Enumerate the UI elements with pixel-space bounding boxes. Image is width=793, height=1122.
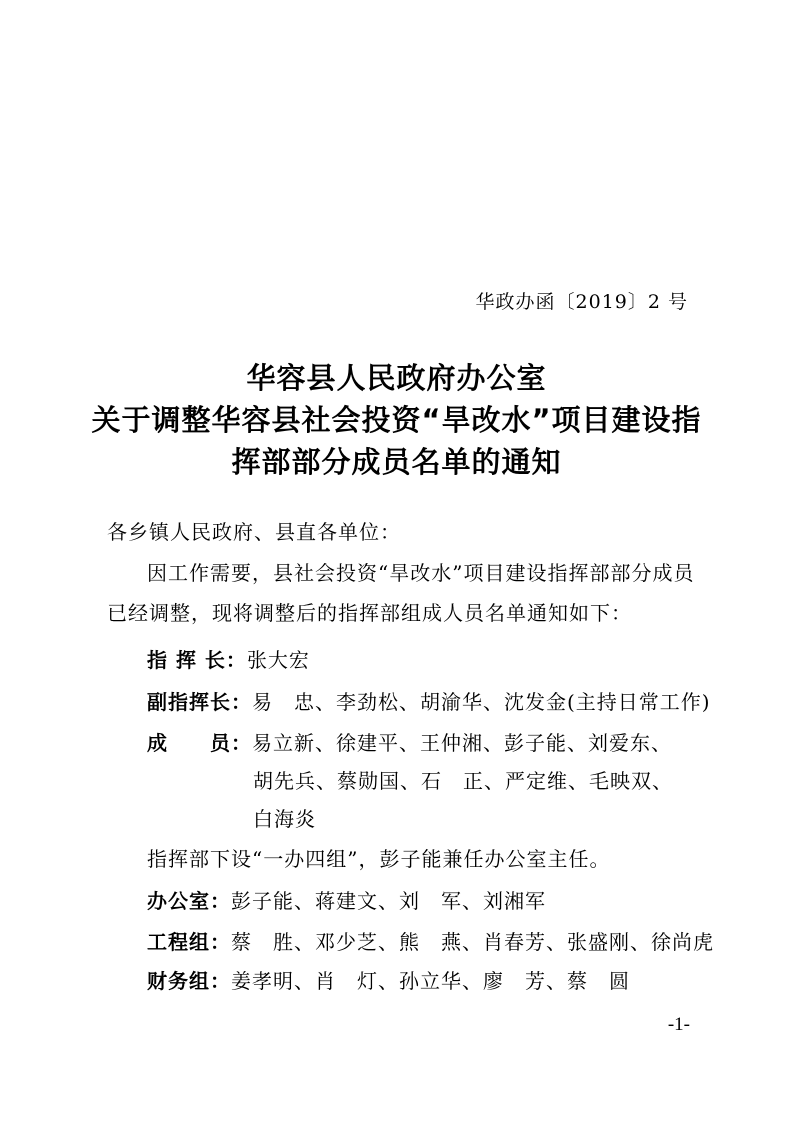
title-line-3: 挥部部分成员名单的通知	[231, 445, 562, 479]
members-names-line-3: 白海炎	[253, 807, 316, 831]
finance-label: 财务组：	[147, 969, 231, 993]
title-line-1: 华容县人民政府办公室	[246, 361, 547, 395]
engineering-row	[147, 926, 714, 955]
commander-label: 指 挥 长：	[147, 648, 247, 672]
deputy-label: 副指挥长：	[147, 690, 252, 714]
office-label: 办公室：	[147, 889, 231, 913]
setup-paragraph: 指挥部下设“一办四组”，彭子能兼任办公室主任。	[147, 847, 611, 871]
office-names: 彭子能、蒋建文、刘 军、刘湘军	[231, 889, 546, 913]
title-line-2: 关于调整华容县社会投资“旱改水”项目建设指	[91, 403, 702, 437]
commander-names: 张大宏	[246, 648, 310, 672]
engineering-names: 蔡 胜、邓少芝、熊 燕、肖春芳、张盛刚、徐尚虎	[231, 930, 714, 954]
page-number: -1-	[667, 1014, 690, 1035]
members-names-line-1: 易立新、徐建平、王仲湘、彭子能、刘爱东、	[252, 731, 672, 755]
members-label: 成 员：	[147, 731, 252, 755]
deputy-row	[147, 686, 711, 715]
document-number: 华政办函〔2019〕2 号	[475, 291, 688, 313]
deputy-names: 易 忠、李劲松、胡渝华、沈发金(主持日常工作)	[252, 690, 711, 714]
commander-row	[147, 644, 310, 673]
finance-names: 姜孝明、肖 灯、孙立华、廖 芳、蔡 圆	[231, 969, 630, 993]
engineering-label: 工程组：	[147, 930, 231, 954]
finance-row	[147, 965, 630, 994]
members-row	[147, 727, 672, 756]
salutation: 各乡镇人民政府、县直各单位：	[107, 520, 401, 544]
office-row	[147, 885, 546, 914]
members-names-line-2: 胡先兵、蔡勋国、石 正、严定维、毛映双、	[253, 769, 673, 793]
intro-paragraph: 因工作需要，县社会投资“旱改水”项目建设指挥部部分成员已经调整，现将调整后的指挥部组成人员名单通知如下：	[107, 561, 695, 625]
